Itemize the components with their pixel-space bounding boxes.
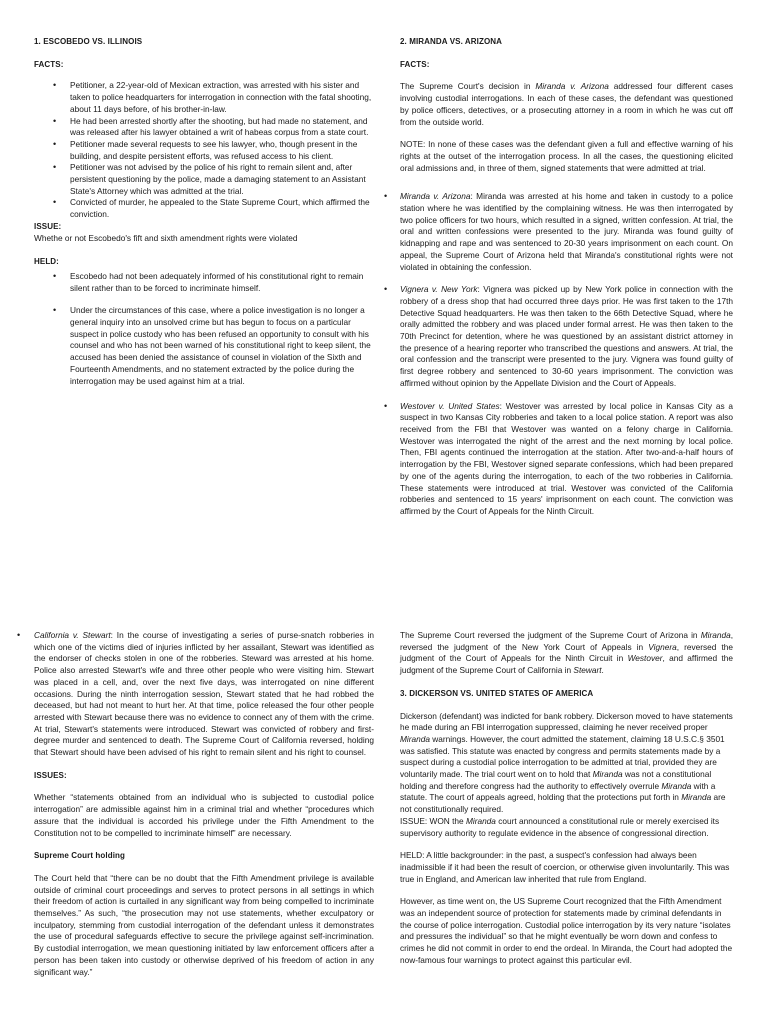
list-item: • Vignera v. New York: Vignera was picked up by New York police in connection with the robbery of a dress shop that had occurred three days prior. He was first taken to the 17th Detective Squad headquarters. He was then taken to the 66th Detective Squad, where he orally admitted the robbery and was placed under formal arrest. He was then taken to the 70th Precinct for detention, where he was questioned by an assistant district attorney in the presence of a hearing reporter who transcribed the questions and answers. At trial, the oral confession and the transcript were presented to the jury. Vignera was found guilty of first degree robbery and sentenced to 30-60 years imprisonment. The conviction was affirmed without opinion by the Appellate Division and the Court of Appeals. [384, 284, 733, 388]
bullet-icon: • [384, 284, 388, 295]
bullet-icon: • [53, 115, 57, 126]
list-item: • Miranda v. Arizona: Miranda was arrested at his home and taken in custody to a police station where he was identified by the complaining witness. He was then interrogated by two police officers for two hours, which resulted in a signed, written confession. At trial, the oral and written confessions were presented to the jury. Miranda was found guilty of kidnapping and rape and was sentenced to 20-30 years imprisonment on each count. On appeal, the Supreme Court of Arizona held that Miranda's constitutional rights were not violated in obtaining the confession. [384, 191, 733, 272]
bullet-icon: • [53, 162, 57, 173]
section-title-escobedo: 1. ESCOBEDO VS. ILLINOIS [34, 37, 143, 46]
list-item: • Westover v. United States: Westover was arrested by local police in Kansas City as a suspect in two Kansas City robberies and taken to a local police station. A report was also received from the FBI that Westover was wanted on a felony charge in California. Westover was interrogated the night of the arrest and the next morning by local police. Then, FBI agents continued the interrogation at the station. After two-and-a-half hours of interrogation by the FBI, Westover signed separate confessions, which had been prepared by one of the agents during the interrogation, to each of the two robberies in California. These statements were introduced at trial. Westover was convicted of the California robberies and sentenced to 15 years' imprisonment on each count. The conviction was affirmed by the Court of Appeals for the Ninth Circuit. [384, 400, 733, 516]
cases-list [384, 191, 733, 517]
dickerson-held: HELD: A little backgrounder: in the past, a suspect's confession had always been inadmissible if it had been the result of coercion, or otherwise given involuntarily. This was true in England, and American law inherited that rule from England. [400, 850, 730, 884]
facts-list [34, 80, 374, 220]
bullet-icon: • [384, 400, 388, 411]
list-item: • He had been arrested shortly after the shooting, but had made no statement, and was released after his lawyer obtained a writ of habeas corpus from a state court. [53, 115, 369, 138]
dickerson-facts: Dickerson (defendant) was indicted for bank robbery. Dickerson moved to have statements he made during an FBI interrogation suppressed, claiming he never received proper Miranda warnings. However, the court admitted the statement, claiming 18 U.S.C.§ 3501 was satisfied. This statute was enacted by congress and permits statements made by a suspect during a custodial police interrogation to be admitted at trial, provided they are voluntarily made. The trial court went on to hold that Miranda was not a constitutional holding and therefore congress had the authority to effectively overrule Miranda with a statute. The court of appeals agreed, holding that the protections put forth in Miranda are not constitutionally required. [400, 710, 733, 815]
miranda-intro: The Supreme Court's decision in Miranda v. Arizona addressed four different cases involving custodial interrogations. In each of these cases, the defendant was questioned by police officers, detectives, or a prosecuting attorney in a room in which he was cut off from the outside world. [400, 81, 733, 127]
held-list [34, 271, 374, 387]
bullet-icon: • [384, 191, 388, 202]
escobedo-section [34, 36, 374, 387]
section-title-miranda: 2. MIRANDA VS. ARIZONA [400, 37, 503, 46]
bullet-icon: • [17, 630, 21, 640]
miranda-note: NOTE: In none of these cases was the defendant given a full and effective warning of his rights at the outset of the interrogation process. In all the cases, the questioning elicited oral admissions and, in three of them, signed statements that were admitted at trial. [400, 139, 733, 173]
bullet-icon: • [53, 305, 57, 316]
list-item: • Petitioner made several requests to see his lawyer, who, though present in the building, and despite persistent efforts, was refused access to his client. [53, 138, 358, 161]
bullet-icon: • [53, 270, 57, 281]
facts-label: FACTS: [400, 59, 430, 69]
issue-label: ISSUE: [34, 221, 62, 231]
dickerson-section [400, 630, 733, 967]
stewart-section [17, 630, 374, 978]
issues-text: Whether “statements obtained from an individual who is subjected to custodial police interrogation” are admissible against him in a criminal trial and whether “procedures which assure that the individual is accorded his privilege under the Fifth Amendment to the Constitution not to be compelled to incriminate himself” are necessary. [34, 792, 374, 838]
bullet-icon: • [53, 197, 57, 208]
facts-label: FACTS: [34, 59, 64, 69]
reversal-text: The Supreme Court reversed the judgment of the Supreme Court of Arizona in Miranda, reversed the judgment of the New York Court of Appeals in Vignera, reversed the judgment of the Court of Appeals for the Ninth Circuit in Westover, and affirmed the judgment of the Supreme Court of California in Stewart. [400, 630, 733, 676]
stewart-case: • California v. Stewart: In the course of investigating a series of purse-snatch robberies in which one of the victims died of injuries inflicted by her assailant, Stewart was identified as the endorser of checks stolen in one of the robberies. Steward was arrested at his home. Police also arrested Stewart's wife and three other people who were visiting him. Stewart was placed in a cell, and, over the next five days, was interrogated on nine different occasions. During the ninth interrogation session, Stewart stated that he had robbed the deceased, but had not meant to hurt her. At that time, police released the four other people arrested with Stewart because there was no evidence to connect any of them with the crime. At trial, Stewart's statements were introduced. Stewart was convicted of robbery and first-degree murder and sentenced to death. The Supreme Court of California reversed, holding that Stewart should have been advised of his right to remain silent and his right to counsel. [17, 630, 374, 758]
holding-text: The Court held that “there can be no doubt that the Fifth Amendment privilege is available outside of criminal court proceedings and serves to protect persons in all settings in which their freedom of action is curtailed in any significant way from being compelled to incriminate themselves.” As such, “the prosecution may not use statements, whether exculpatory or inculpatory, stemming from custodial interrogation of the defendant unless it demonstrates the use of procedural safeguards effective to secure the privilege against self-incrimination. By custodial interrogation, we mean questioning initiated by law enforcement officers after a person has been taken into custody or otherwise deprived of his freedom of action in any significant way.” [34, 872, 374, 977]
section-title-dickerson: 3. DICKERSON VS. UNITED STATES OF AMERICA [400, 688, 594, 698]
issue-text: Whethe or not Escobedo's fift and sixth amendment rights were violated [34, 232, 298, 243]
list-item: • Convicted of murder, he appealed to the State Supreme Court, which affirmed the conviction. [53, 197, 370, 220]
held-label: HELD: [34, 257, 59, 267]
bullet-icon: • [53, 80, 57, 91]
issues-label: ISSUES: [34, 770, 67, 780]
miranda-section [384, 36, 733, 518]
list-item: • Petitioner was not advised by the police of his right to remain silent and, after persistent questioning by the police, made a damaging statement to an Assistant State's Attorney which was admitted at the trial. [53, 162, 366, 196]
dickerson-issue: ISSUE: WON the Miranda court announced a constitutional rule or merely exercised its supervisory authority to regulate evidence in the absence of congressional direction. [400, 815, 720, 838]
holding-label: Supreme Court holding [34, 851, 125, 861]
dickerson-however: However, as time went on, the US Supreme Court recognized that the Fifth Amendment was an independent source of protection for statements made by criminal defendants in the course of police interrogation. Custodial police interrogation by its very nature “isolates and pressures the individual” so that he might eventually be worn down and confess to crimes he did not commit in order to end the ordeal. In Miranda, the Court had adopted the now-famous four warnings to protect against this particular evil. [400, 896, 733, 965]
list-item: • Petitioner, a 22-year-old of Mexican extraction, was arrested with his sister and taken to police headquarters for interrogation in connection with the fatal shooting, about 11 days before, of his brother-in-law. [53, 80, 372, 114]
bullet-icon: • [53, 138, 57, 149]
list-item: • Under the circumstances of this case, where a police investigation is no longer a general inquiry into an unsolved crime but has begun to focus on a particular suspect in police custody who has been refused an opportunity to consult with his counsel and who has not been warned of his constitutional right to keep silent, the accused has been denied the assistance of counsel in violation of the Sixth and Fourteenth Amendments, and no statement extracted by the police during the interrogation may be used against him at a trial. [53, 305, 371, 386]
list-item: • Escobedo had not been adequately informed of his constitutional right to remain silent rather than to be forced to incriminate himself. [53, 270, 364, 293]
